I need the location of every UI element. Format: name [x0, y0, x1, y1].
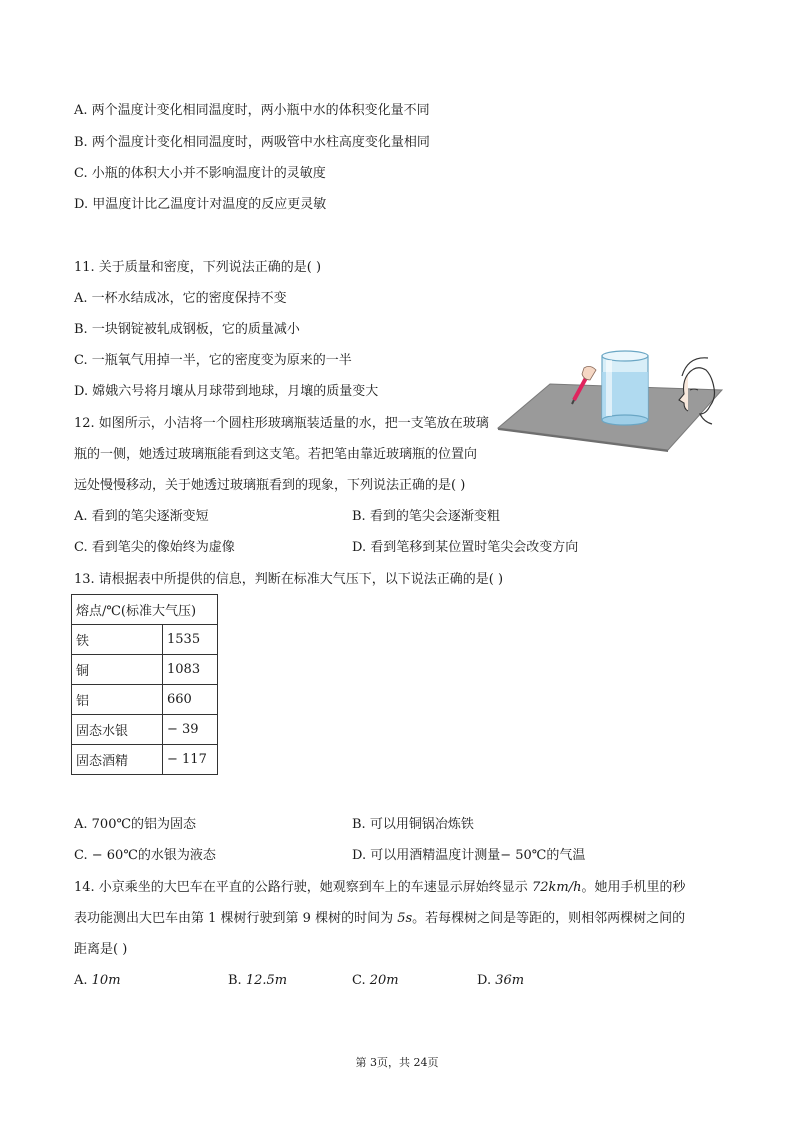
- q13-stem: 13. 请根据表中所提供的信息，判断在标准大气压下，以下说法正确的是( ): [74, 572, 504, 587]
- table-cell-substance: 固态酒精: [72, 745, 163, 775]
- q14-option-d: [477, 972, 524, 990]
- q11-stem: 11. 关于质量和密度，下列说法正确的是( ): [74, 260, 322, 275]
- q13-option-a: A. 700℃的铝为固态: [74, 817, 197, 832]
- q12-option-d: D. 看到笔移到某位置时笔尖会改变方向: [352, 540, 579, 555]
- q11-option-a: A. 一杯水结成冰，它的密度保持不变: [74, 291, 287, 306]
- glass-bottle: [602, 351, 648, 425]
- q10-option-c: C. 小瓶的体积大小并不影响温度计的灵敏度: [74, 166, 326, 181]
- q12-option-c: C. 看到笔尖的像始终为虚像: [74, 540, 235, 555]
- q14-option-a: [74, 972, 121, 990]
- q12-option-a: A. 看到的笔尖逐渐变短: [74, 509, 209, 524]
- q12-stem-line2: 瓶的一侧，她透过玻璃瓶能看到这支笔。若把笔由靠近玻璃瓶的位置向: [74, 447, 478, 462]
- q14-option-c-label: C.: [352, 973, 370, 988]
- q14-stem-line1: [74, 879, 685, 897]
- q12-option-b: B. 看到的笔尖会逐渐变粗: [352, 509, 500, 524]
- table-header-row: [72, 595, 218, 625]
- table-cell-value: 1083: [163, 655, 218, 685]
- q10-option-a: A. 两个温度计变化相同温度时，两小瓶中水的体积变化量不同: [74, 103, 430, 118]
- q14-option-b-value: 12.5m: [245, 973, 288, 988]
- q14-option-b-label: B.: [228, 973, 246, 988]
- table-header: 熔点/℃(标准大气压): [72, 595, 218, 625]
- table-cell-value: 660: [163, 685, 218, 715]
- q14-stem2-post: 。若每棵树之间是等距的，则相邻两棵树之间的: [412, 911, 686, 926]
- q12-figure-illustration: [492, 346, 724, 452]
- q11-option-d: D. 嫦娥六号将月壤从月球带到地球，月壤的质量变大: [74, 384, 379, 399]
- melting-point-table: [71, 594, 218, 775]
- q14-option-a-value: 10m: [91, 973, 121, 988]
- q11-option-b: B. 一块钢锭被轧成钢板，它的质量减小: [74, 322, 300, 337]
- q14-time-value: 5s: [397, 911, 413, 926]
- q14-stem1-post: 。她用手机里的秒: [581, 880, 686, 895]
- q14-stem-line2: [74, 910, 685, 928]
- q14-stem1-pre: 14. 小京乘坐的大巴车在平直的公路行驶，她观察到车上的车速显示屏始终显示: [74, 880, 532, 895]
- q10-option-b: B. 两个温度计变化相同温度时，两吸管中水柱高度变化量相同: [74, 135, 430, 150]
- table-row: [72, 625, 218, 655]
- q11-option-c: C. 一瓶氧气用掉一半，它的密度变为原来的一半: [74, 353, 352, 368]
- q12-stem-line1: 12. 如图所示，小洁将一个圆柱形玻璃瓶装适量的水，把一支笔放在玻璃: [74, 416, 489, 431]
- q13-option-b: B. 可以用铜锅冶炼铁: [352, 817, 474, 832]
- q14-option-c-value: 20m: [369, 973, 399, 988]
- table-cell-substance: 固态水银: [72, 715, 163, 745]
- q14-stem2-pre: 表功能测出大巴车由第 1 棵树行驶到第 9 棵树的时间为: [74, 911, 398, 926]
- table-row: [72, 685, 218, 715]
- table-cell-value: − 117: [163, 745, 218, 775]
- q14-stem-line3: 距离是( ): [74, 942, 128, 957]
- table-cell-substance: 铁: [72, 625, 163, 655]
- q12-stem-line3: 远处慢慢移动，关于她透过玻璃瓶看到的现象，下列说法正确的是( ): [74, 478, 466, 493]
- table-cell-value: − 39: [163, 715, 218, 745]
- table-cell-substance: 铝: [72, 685, 163, 715]
- q14-option-c: [352, 972, 399, 990]
- q14-option-a-label: A.: [74, 973, 92, 988]
- q14-option-d-label: D.: [477, 973, 496, 988]
- q10-option-d: D. 甲温度计比乙温度计对温度的反应更灵敏: [74, 197, 327, 212]
- page-footer: 第 3页，共 24页: [355, 1056, 439, 1069]
- q14-speed-value: 72km/h: [531, 880, 582, 895]
- q13-option-d: D. 可以用酒精温度计测量− 50℃的气温: [352, 848, 586, 863]
- table-row: [72, 715, 218, 745]
- table-cell-value: 1535: [163, 625, 218, 655]
- table-row: [72, 745, 218, 775]
- q13-option-c: C. − 60℃的水银为液态: [74, 848, 216, 863]
- q14-option-d-value: 36m: [495, 973, 525, 988]
- q14-option-b: [228, 972, 287, 990]
- table-row: [72, 655, 218, 685]
- table-cell-substance: 铜: [72, 655, 163, 685]
